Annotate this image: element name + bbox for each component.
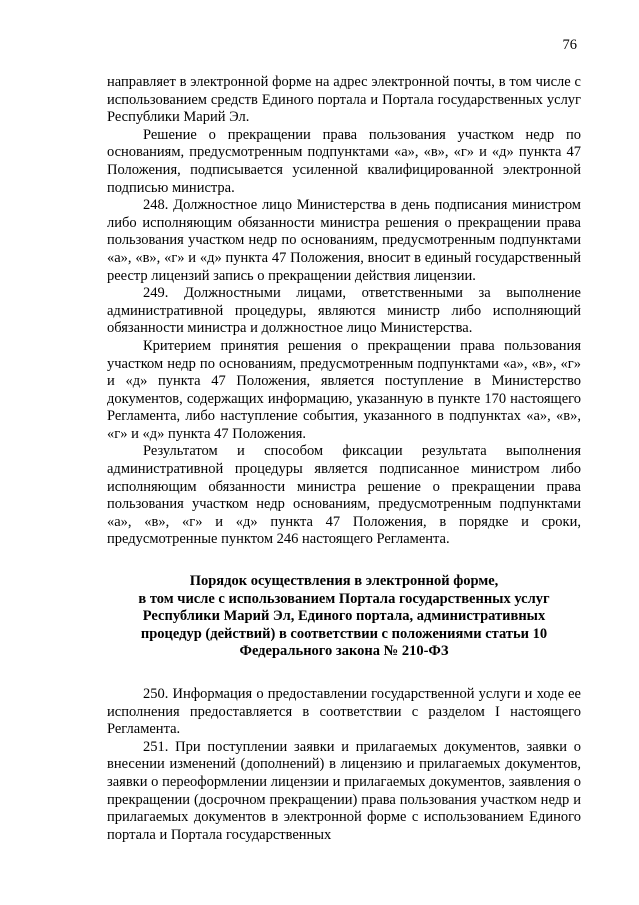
heading-line: Порядок осуществления в электронной форме, [189, 573, 499, 590]
paragraph-item-249: 249. Должностными лицами, ответственными за выполнение административной процедуры, являются министр либо исполняющий обязанности министра и должностное лицо Министерства. [107, 285, 581, 337]
paragraph: Критерием принятия решения о прекращении права пользования участком недр по основаниям, предусмотренным подпунктами «а», «в», «г» и «д» пункта 47 Положения, является поступление в Министерство документов, содержащих информацию, указанную в пункте 170 настоящего Регламента, либо наступление события, указанного в подпунктах «а», «в», «г» и «д» пункта 47 Положения. [107, 337, 581, 442]
page-number: 76 [562, 37, 577, 53]
paragraph-item-251: 251. При поступлении заявки и прилагаемых документов, заявки о внесении изменений (дополнений) в лицензию и прилагаемых документов, заявки о переоформлении лицензии и прилагаемых документов, заявления о прекращении (досрочном прекращении) права пользования участком недр и прилагаемых документов в электронной форме с использованием Единого портала и Портала государственных [107, 738, 581, 843]
paragraph: Решение о прекращении права пользования участком недр по основаниям, предусмотренным подпунктами «а», «в», «г» и «д» пункта 47 Положения, подписывается усиленной квалифицированной электронной подписью министра. [107, 126, 581, 196]
paragraph-item-250: 250. Информация о предоставлении государственной услуги и ходе ее исполнения предоставляется в соответствии с разделом I настоящего Регламента. [107, 686, 581, 738]
section-before [107, 74, 581, 549]
paragraph: Результатом и способом фиксации результата выполнения административной процедуры является подписанное министром либо исполняющим обязанности министра решение о прекращении права пользования участком недр основаниям, предусмотренным подпунктами «а», «в», «г» и «д» пункта 47 Положения, в порядке и сроки, предусмотренные пунктом 246 настоящего Регламента. [107, 443, 581, 548]
paragraph-item-248: 248. Должностное лицо Министерства в день подписания министром либо исполняющим обязанности министра решения о прекращении права пользования участком недр по основаниям, предусмотренным подпунктами «а», «в», «г» и «д» пункта 47 Положения, вносит в единый государственный реестр лицензий запись о прекращении действия лицензии. [107, 197, 581, 284]
paragraph: направляет в электронной форме на адрес электронной почты, в том числе с использованием средств Единого портала и Портала государственных услуг Республики Марий Эл. [107, 74, 581, 126]
heading-line: Федерального закона № 210-ФЗ [239, 643, 449, 660]
heading-line: Республики Марий Эл, Единого портала, административных [142, 608, 546, 625]
section-heading [107, 573, 581, 661]
section-after [107, 686, 581, 844]
document-body [107, 74, 581, 844]
heading-line: процедур (действий) в соответствии с положениями статьи 10 [140, 625, 548, 642]
heading-line: в том числе с использованием Портала государственных услуг [138, 590, 550, 607]
